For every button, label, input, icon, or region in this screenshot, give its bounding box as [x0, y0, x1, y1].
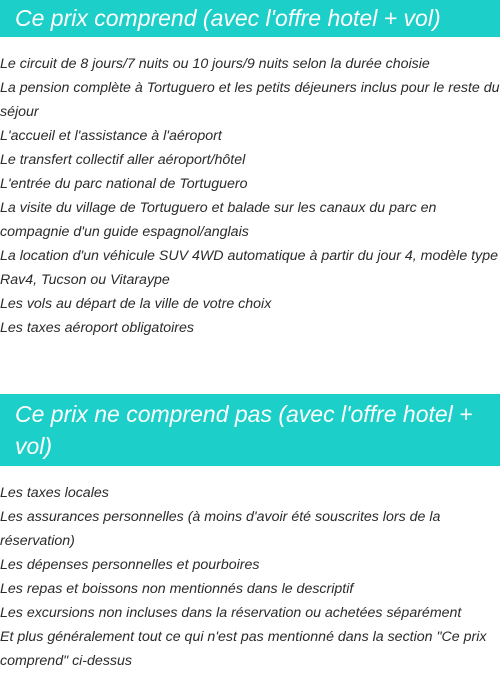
excludes-heading: Ce prix ne comprend pas (avec l'offre hotel + vol)	[0, 394, 500, 466]
list-item: Et plus généralement tout ce qui n'est pas mentionné dans la section "Ce prix comprend" ci-dessus	[0, 629, 487, 669]
list-item: Le circuit de 8 jours/7 nuits ou 10 jours/9 nuits selon la durée choisie	[0, 56, 430, 72]
list-item: Les taxes aéroport obligatoires	[0, 320, 195, 336]
excludes-list	[0, 466, 500, 673]
list-item: Le transfert collectif aller aéroport/hôtel	[0, 152, 246, 168]
includes-heading: Ce prix comprend (avec l'offre hotel + vol)	[0, 0, 500, 37]
list-item: La visite du village de Tortuguero et balade sur les canaux du parc en compagnie d'un guide espagnol/anglais	[0, 200, 437, 240]
list-item: Les assurances personnelles (à moins d'avoir été souscrites lors de la réservation)	[0, 509, 441, 549]
list-item: L'accueil et l'assistance à l'aéroport	[0, 128, 222, 144]
list-item: La location d'un véhicule SUV 4WD automatique à partir du jour 4, modèle type Rav4, Tucson ou Vitaraype	[0, 248, 498, 288]
list-item: Les dépenses personnelles et pourboires	[0, 557, 260, 573]
list-item: La pension complète à Tortuguero et les petits déjeuners inclus pour le reste du séjour	[0, 80, 500, 120]
includes-list	[0, 37, 500, 340]
list-item: Les repas et boissons non mentionnés dans le descriptif	[0, 581, 354, 597]
list-item: Les taxes locales	[0, 485, 109, 501]
section-spacer	[0, 340, 500, 394]
list-item: L'entrée du parc national de Tortuguero	[0, 176, 248, 192]
list-item: Les excursions non incluses dans la réservation ou achetées séparément	[0, 605, 462, 621]
list-item: Les vols au départ de la ville de votre choix	[0, 296, 272, 312]
